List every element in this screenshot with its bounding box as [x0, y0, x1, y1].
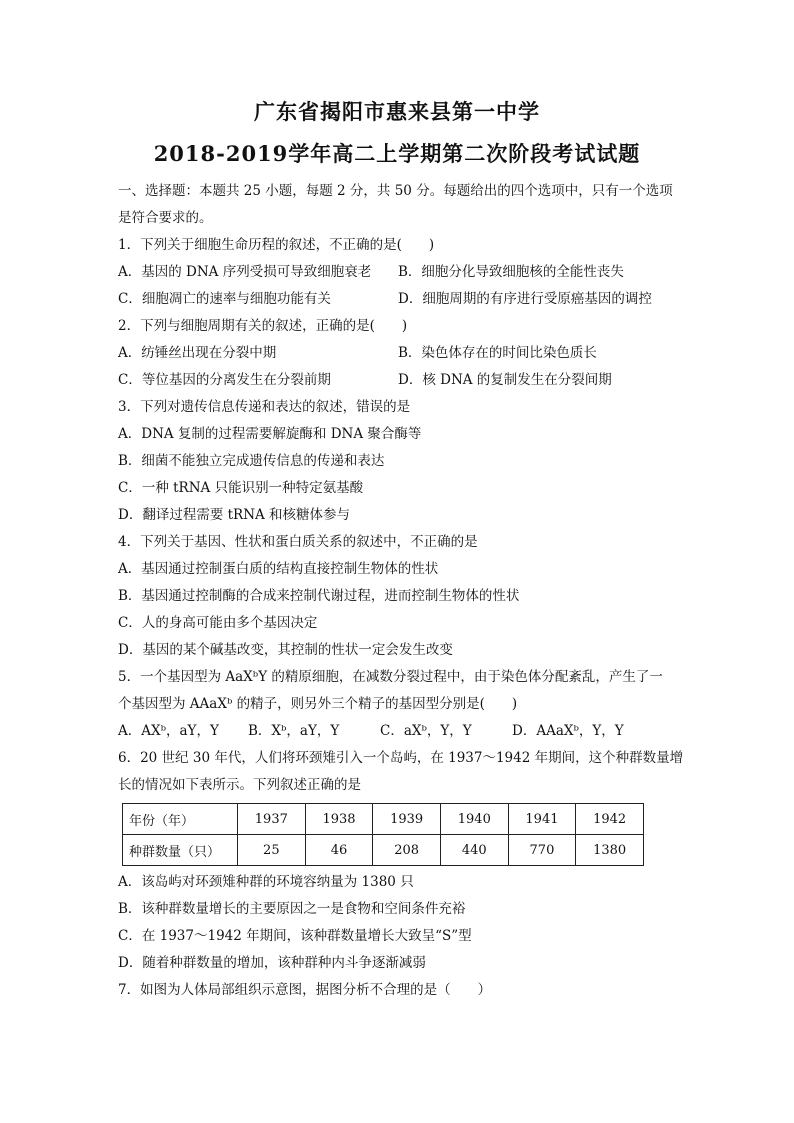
table-cell-year: 1939 — [373, 804, 441, 835]
q2-option-d: D．核 DNA 的复制发生在分裂间期 — [398, 372, 612, 388]
table-cell-count: 208 — [373, 835, 441, 866]
table-cell-year: 1937 — [238, 804, 306, 835]
table-cell-count: 440 — [440, 835, 508, 866]
section-intro: 一、选择题：本题共 25 小题，每题 2 分，共 50 分。每题给出的四个选项中，只有一个选项 — [118, 183, 673, 199]
table-cell-year: 1940 — [440, 804, 508, 835]
q3-option-b: B．细菌不能独立完成遗传信息的传递和表达 — [118, 453, 385, 469]
q5-stem-cont: 个基因型为 AAaXᵇ 的精子，则另外三个精子的基因型分别是( ) — [118, 696, 518, 712]
table-cell-count: 46 — [305, 835, 373, 866]
section-intro-cont: 是符合要求的。 — [118, 210, 213, 226]
q5-option-a: A．AXᵇ，aY，Y — [118, 723, 219, 739]
table-cell-year: 1942 — [576, 804, 644, 835]
q2-option-a: A．纺锤丝出现在分裂中期 — [118, 345, 277, 361]
q5-option-d: D．AAaXᵇ，Y，Y — [512, 723, 624, 739]
q1-options-cd — [118, 286, 688, 313]
q1-options-ab — [118, 259, 688, 286]
q6-option-a: A．该岛屿对环颈雉种群的环境容纳量为 1380 只 — [118, 874, 414, 890]
q3-option-a: A．DNA 复制的过程需要解旋酶和 DNA 聚合酶等 — [118, 426, 422, 442]
exam-title: 2018-2019学年高二上学期第二次阶段考试试题 — [153, 141, 641, 166]
q6-stem: 6．20 世纪 30 年代，人们将环颈雉引入一个岛屿，在 1937～1942 年期间，这个种群数量增 — [118, 750, 684, 766]
q4-option-a: A．基因通过控制蛋白质的结构直接控制生物体的性状 — [118, 561, 439, 577]
school-title: 广东省揭阳市惠来县第一中学 — [254, 99, 540, 124]
population-table — [122, 803, 644, 866]
table-cell-year: 1938 — [305, 804, 373, 835]
table-cell-count: 1380 — [576, 835, 644, 866]
q1-option-d: D．细胞周期的有序进行受原癌基因的调控 — [398, 291, 652, 307]
q6-stem-cont: 长的情况如下表所示。下列叙述正确的是 — [118, 777, 361, 793]
q4-stem: 4．下列关于基因、性状和蛋白质关系的叙述中，不正确的是 — [118, 534, 478, 550]
q1-option-a: A．基因的 DNA 序列受损可导致细胞衰老 — [118, 264, 372, 280]
q6-option-b: B．该种群数量增长的主要原因之一是食物和空间条件充裕 — [118, 901, 466, 917]
q5-option-c: C．aXᵇ，Y，Y — [380, 723, 472, 739]
q2-stem: 2．下列与细胞周期有关的叙述，正确的是( ) — [118, 318, 408, 334]
q1-option-c: C．细胞凋亡的速率与细胞功能有关 — [118, 291, 331, 307]
q1-stem: 1．下列关于细胞生命历程的叙述，不正确的是( ) — [118, 237, 435, 253]
table-row-counts — [123, 835, 644, 866]
q1-option-b: B．细胞分化导致细胞核的全能性丧失 — [398, 264, 624, 280]
q6-option-d: D．随着种群数量的增加，该种群种内斗争逐渐减弱 — [118, 955, 426, 971]
q5-option-b: B．Xᵇ，aY，Y — [248, 723, 340, 739]
q7-stem: 7．如图为人体局部组织示意图，据图分析不合理的是（ ） — [118, 982, 492, 998]
table-header-count: 种群数量（只） — [123, 835, 238, 866]
q2-option-c: C．等位基因的分离发生在分裂前期 — [118, 372, 331, 388]
q6-table-wrap — [118, 799, 688, 869]
table-cell-year: 1941 — [508, 804, 576, 835]
table-row-years — [123, 804, 644, 835]
table-cell-count: 770 — [508, 835, 576, 866]
q4-option-c: C．人的身高可能由多个基因决定 — [118, 615, 318, 631]
q2-option-b: B．染色体存在的时间比染色质长 — [398, 345, 597, 361]
q4-option-d: D．基因的某个碱基改变，其控制的性状一定会发生改变 — [118, 642, 453, 658]
q2-options-ab — [118, 340, 688, 367]
table-cell-count: 25 — [238, 835, 306, 866]
q2-options-cd — [118, 367, 688, 394]
q4-option-b: B．基因通过控制酶的合成来控制代谢过程，进而控制生物体的性状 — [118, 588, 520, 604]
q3-option-c: C．一种 tRNA 只能识别一种特定氨基酸 — [118, 480, 364, 496]
table-header-year: 年份（年） — [123, 804, 238, 835]
exam-content — [118, 178, 688, 1004]
q5-stem: 5．一个基因型为 AaXᵇY 的精原细胞，在减数分裂过程中，由于染色体分配紊乱，产生了一 — [118, 669, 663, 685]
q3-stem: 3．下列对遗传信息传递和表达的叙述，错误的是 — [118, 399, 411, 415]
q6-option-c: C．在 1937～1942 年期间，该种群数量增长大致呈“S”型 — [118, 928, 472, 944]
q3-option-d: D．翻译过程需要 tRNA 和核糖体参与 — [118, 507, 351, 523]
q5-options — [118, 718, 688, 745]
